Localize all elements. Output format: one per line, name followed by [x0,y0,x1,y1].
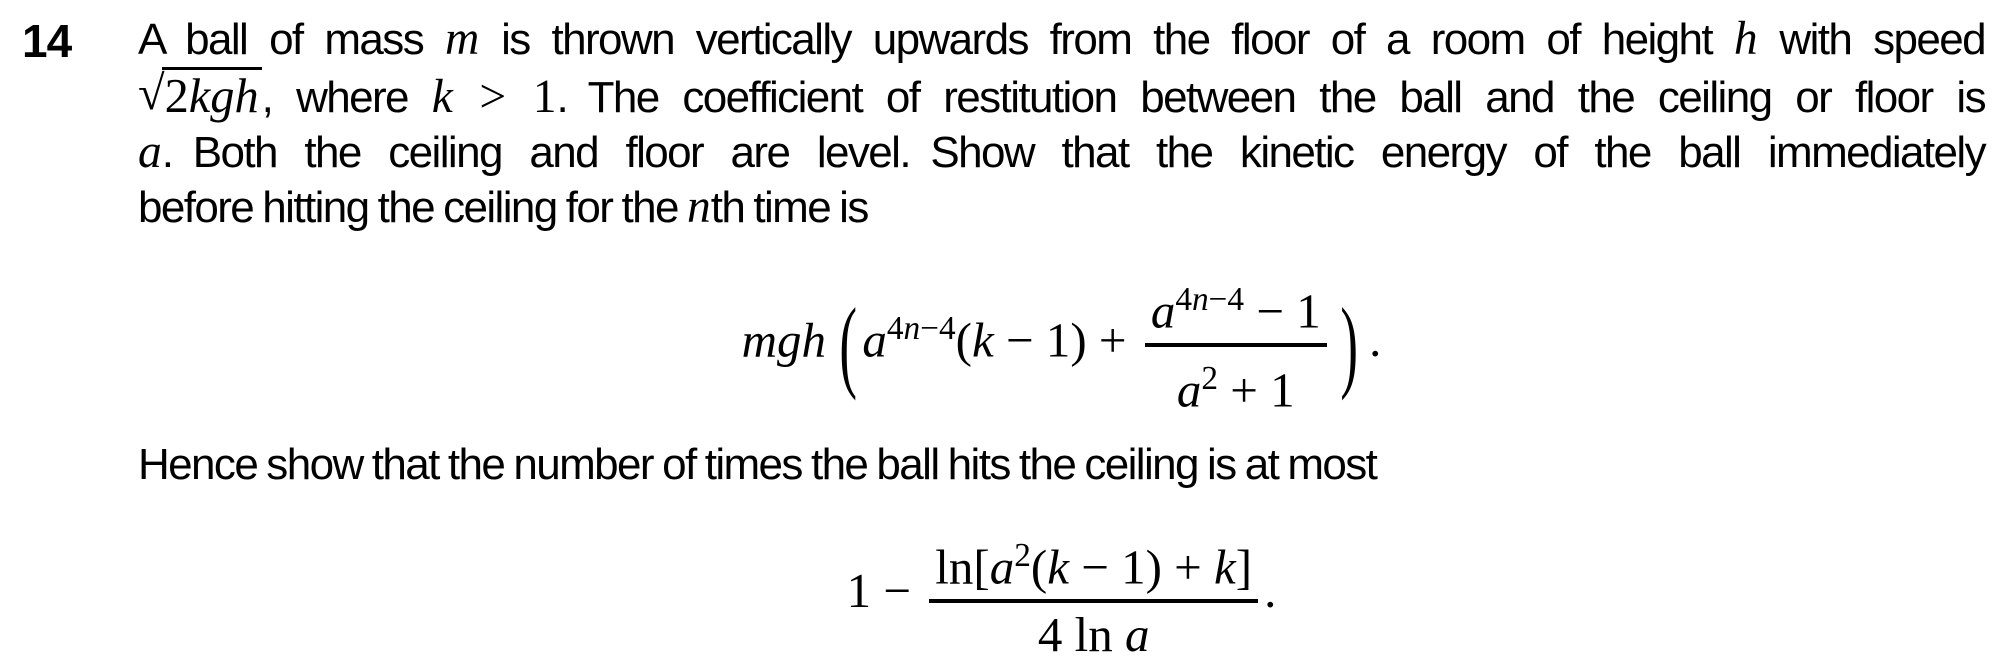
math-var-h: h [1733,13,1758,65]
sup-digit: 4 [886,310,904,347]
denominator [1145,347,1327,418]
denominator [929,603,1258,663]
math-var-a: a [862,312,887,368]
ln-open-bracket: ln[ [935,539,990,595]
formula-period: . [1369,312,1382,368]
text-run: Hence show that the number of times the ball hits the ceiling is at most [138,440,1377,489]
math-var-a: a [989,539,1015,595]
math-var-k: k [1214,539,1236,595]
math-var-a: a [1150,283,1176,339]
text-run: with speed [1757,15,1985,64]
math-var-a: a [1176,362,1202,418]
math-run: − 1) + [1068,539,1215,595]
text-run: . The coefficient of restitution between the ball and the ceiling or floor is [556,73,1985,122]
text-run: A ball of mass [138,15,445,64]
text-run: , where [261,73,432,122]
sup-var-n: n [1191,280,1209,318]
numerator [1145,275,1327,343]
radicand [162,67,262,121]
close-bracket: ] [1235,539,1253,595]
math-var-a: a [138,126,162,178]
math-run: − 1) + [993,312,1139,368]
text-run: before hitting the ceiling for the [138,183,687,232]
statement-line-4 [138,180,1985,235]
formula-period: . [1264,563,1277,618]
exponent-4n-4 [887,310,956,347]
big-open-paren: ( [839,286,858,402]
fraction [1145,275,1327,416]
math-var-k: k [1047,539,1069,595]
math-var-a: a [1125,607,1150,663]
math-var-k: k [971,312,994,368]
math-relation: > 1 [452,71,557,123]
math-num-2: 2 [164,70,189,123]
math-var-kgh: kgh [188,70,259,123]
math-run: − 1 [1244,283,1321,339]
sup-var-n: n [903,310,921,347]
math-4-ln: 4 ln [1037,607,1125,663]
hence-line [138,437,1985,492]
math-var-mgh: mgh [741,312,827,368]
sup-digit: 2 [1201,360,1219,398]
statement-line-3 [138,125,1985,180]
math-var-k: k [431,71,453,123]
exponent-4n-4 [1175,281,1244,318]
sup-minus-4: −4 [920,310,956,347]
math-lead-1-minus: 1 − [846,563,924,618]
formula-kinetic-energy [138,244,1985,418]
formula-max-hits [138,516,1985,666]
exponent-2 [1201,360,1218,397]
radical-sign: √ [138,67,165,120]
sqrt-expression [138,67,262,123]
sup-digit: 4 [1175,280,1192,318]
math-var-m: m [444,13,480,65]
problem-statement [138,12,1985,235]
numerator [929,531,1258,599]
sup-digit: 2 [1014,537,1031,575]
question-number: 14 [22,15,72,67]
big-close-paren: ) [1340,286,1358,402]
math-var-n: n [686,181,711,233]
exponent-2 [1014,537,1031,574]
math-run: + 1 [1218,362,1295,418]
text-run: th time is [710,183,868,232]
text-run: is thrown vertically upwards from the floor of a room of height [479,15,1734,64]
statement-line-2 [138,67,1985,125]
fraction [929,531,1258,663]
open-paren: ( [955,312,972,368]
open-paren: ( [1030,539,1048,595]
text-run: . Both the ceiling and floor are level. Show that the kinetic energy of the ball immediately [161,128,1985,177]
statement-line-1 [138,12,1985,67]
sup-minus-4: −4 [1208,280,1245,318]
